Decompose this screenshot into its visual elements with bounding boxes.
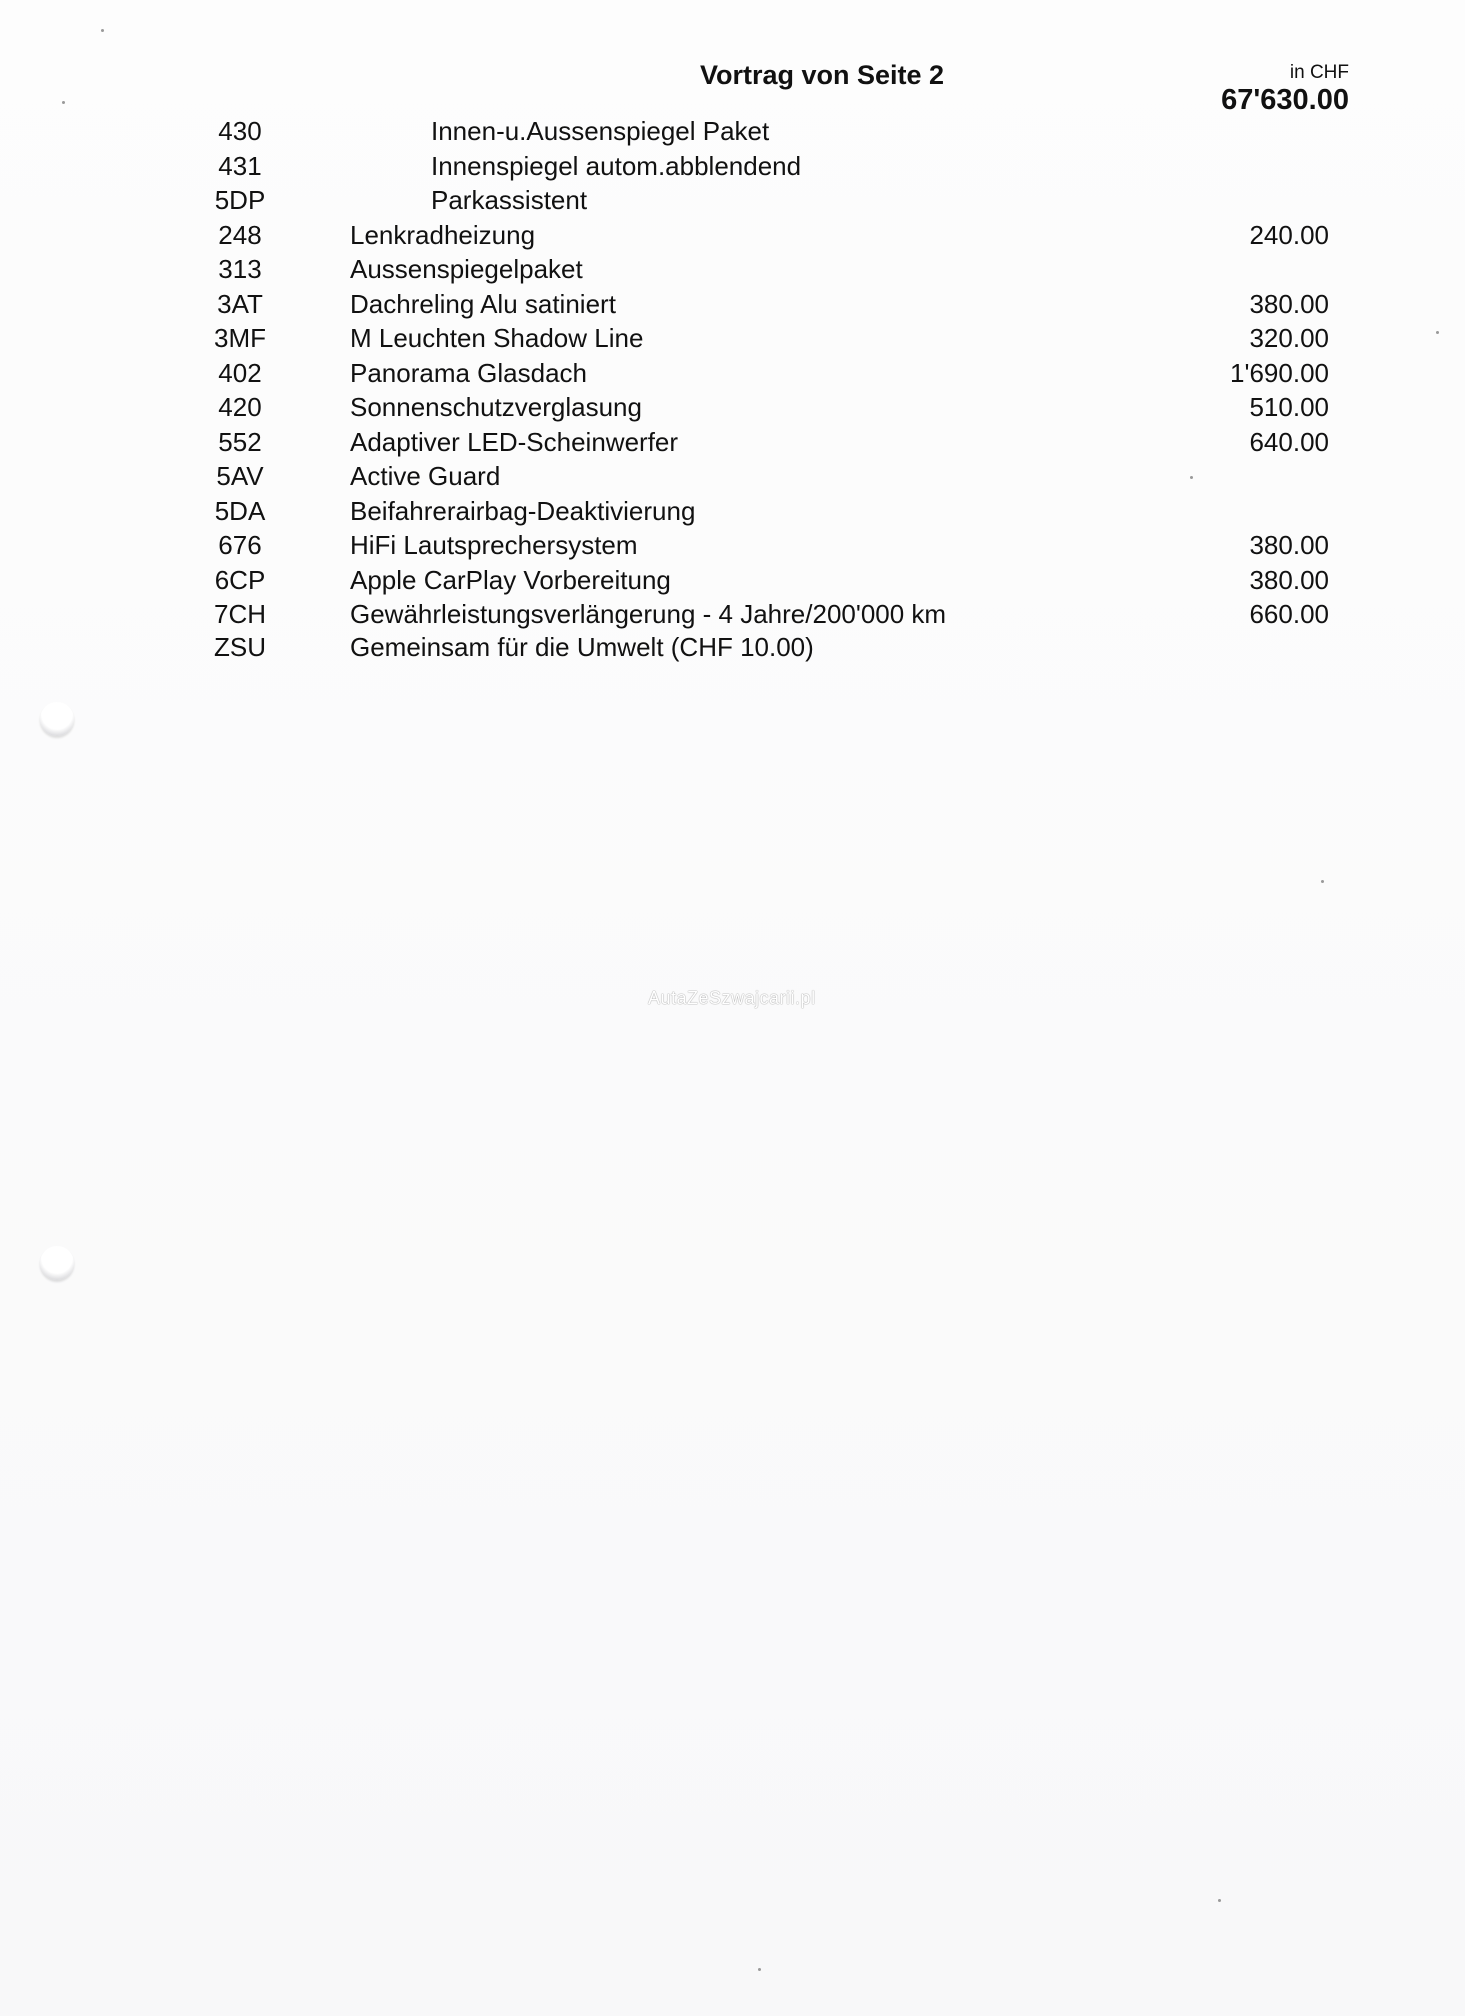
option-description: M Leuchten Shadow Line [350, 323, 644, 353]
option-code: 420 [218, 392, 262, 422]
option-row [0, 220, 1465, 254]
option-code: 248 [218, 220, 262, 250]
option-row [0, 530, 1465, 564]
option-code: 3MF [214, 323, 266, 353]
option-description: Adaptiver LED-Scheinwerfer [350, 427, 679, 457]
option-price: 640.00 [1249, 427, 1329, 457]
scan-speck [1436, 331, 1439, 334]
option-code: 6CP [214, 565, 266, 595]
option-price: 320.00 [1249, 323, 1329, 353]
option-price: 660.00 [1249, 599, 1329, 629]
option-code: ZSU [214, 632, 266, 662]
option-row [0, 392, 1465, 426]
option-row [0, 599, 1465, 633]
option-description: Innen-u.Aussenspiegel Paket [431, 116, 770, 146]
option-description: HiFi Lautsprechersystem [350, 530, 638, 560]
option-price: 1'690.00 [1230, 358, 1329, 388]
option-code: 676 [218, 530, 262, 560]
option-description: Sonnenschutzverglasung [350, 392, 642, 422]
watermark: AutaZeSzwajcarii.pl [648, 988, 816, 1008]
option-row [0, 461, 1465, 495]
option-description: Panorama Glasdach [350, 358, 588, 388]
option-row [0, 323, 1465, 357]
option-code: 552 [218, 427, 262, 457]
option-description: Apple CarPlay Vorbereitung [350, 565, 671, 595]
option-code: 430 [218, 116, 262, 146]
option-row [0, 496, 1465, 530]
option-description: Beifahrerairbag-Deaktivierung [350, 496, 696, 526]
carry-over-total: 67'630.00 [1221, 84, 1349, 116]
option-row [0, 289, 1465, 323]
option-code: 5DP [214, 185, 266, 215]
option-code: 5DA [214, 496, 266, 526]
punch-hole [40, 1246, 74, 1280]
currency-label: in CHF [1289, 62, 1349, 83]
scan-speck [1190, 476, 1193, 479]
option-price: 240.00 [1249, 220, 1329, 250]
option-code: 402 [218, 358, 262, 388]
page-title: Vortrag von Seite 2 [700, 60, 945, 90]
option-description: Parkassistent [431, 185, 588, 215]
option-row [0, 185, 1465, 219]
option-description: Active Guard [350, 461, 501, 491]
option-description: Lenkradheizung [350, 220, 536, 250]
scan-speck [758, 1968, 761, 1971]
option-row [0, 632, 1465, 666]
punch-hole [40, 702, 74, 736]
option-row [0, 116, 1465, 150]
option-description: Gemeinsam für die Umwelt (CHF 10.00) [350, 632, 814, 662]
option-description: Gewährleistungsverlängerung - 4 Jahre/200'000 km [350, 599, 947, 629]
option-row [0, 427, 1465, 461]
scan-speck [101, 29, 104, 32]
option-price: 380.00 [1249, 289, 1329, 319]
option-price: 380.00 [1249, 565, 1329, 595]
option-price: 510.00 [1249, 392, 1329, 422]
option-row [0, 254, 1465, 288]
scan-speck [1321, 880, 1324, 883]
option-row [0, 151, 1465, 185]
option-row [0, 358, 1465, 392]
option-code: 3AT [217, 289, 263, 319]
scan-speck [1218, 1899, 1221, 1902]
option-code: 5AV [216, 461, 264, 491]
option-description: Dachreling Alu satiniert [350, 289, 616, 319]
option-row [0, 565, 1465, 599]
option-description: Aussenspiegelpaket [350, 254, 583, 284]
option-code: 7CH [213, 599, 266, 629]
scan-speck [62, 101, 65, 104]
option-description: Innenspiegel autom.abblendend [431, 151, 802, 181]
option-price: 380.00 [1249, 530, 1329, 560]
option-code: 313 [218, 254, 262, 284]
option-code: 431 [218, 151, 262, 181]
